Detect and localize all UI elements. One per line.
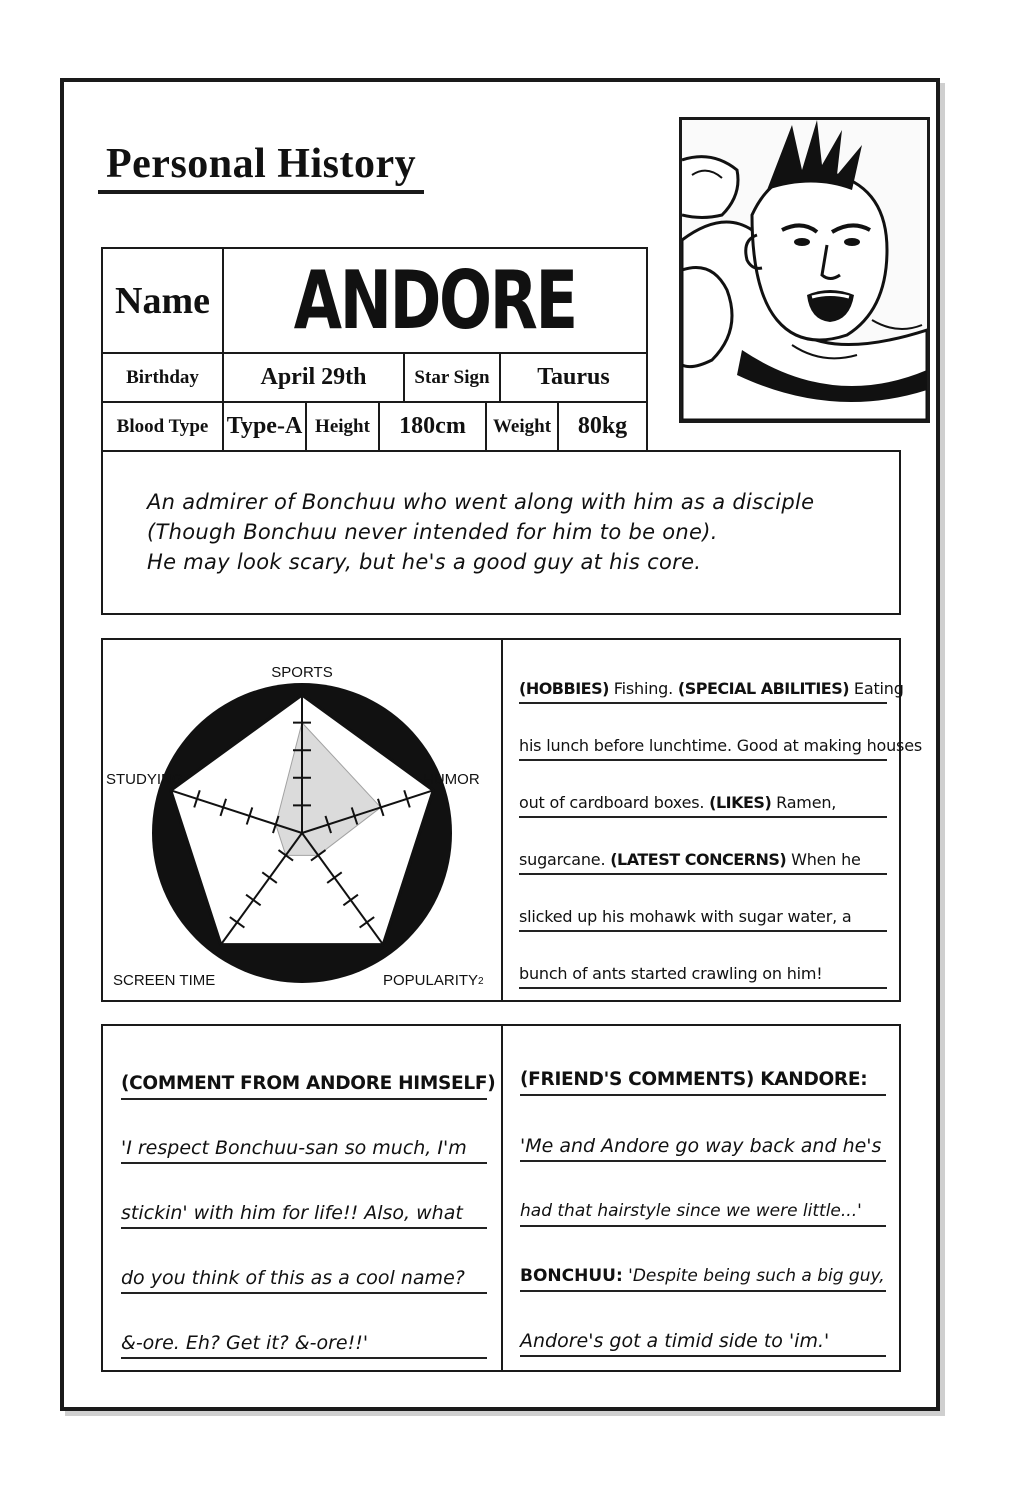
friend-comment-panel xyxy=(501,1024,901,1372)
friend-comment-heading: (FRIEND'S COMMENTS) KANDORE: xyxy=(520,1064,886,1096)
popularity-superscript: 2 xyxy=(478,976,484,987)
blood-type-label-cell xyxy=(101,401,224,452)
friend-comment-line: had that hairstyle since we were little...' xyxy=(520,1195,886,1227)
trait-category: (LIKES) xyxy=(709,793,772,812)
traits-line xyxy=(519,788,887,818)
weight-label-cell xyxy=(485,401,559,452)
radar-axis-label: SPORTS xyxy=(271,664,333,681)
trait-category: (HOBBIES) xyxy=(519,679,609,698)
traits-line xyxy=(519,902,887,932)
height-label-cell xyxy=(305,401,380,452)
radar-axis-label: HUMOR xyxy=(423,771,480,788)
self-comment-line: &-ore. Eh? Get it? &-ore!!' xyxy=(121,1327,487,1359)
portrait-drawing xyxy=(682,120,927,420)
page-title: Personal History xyxy=(106,141,417,187)
traits-line xyxy=(519,959,887,989)
trait-text: out of cardboard boxes. xyxy=(519,793,710,812)
trait-text: bunch of ants started crawling on him! xyxy=(519,964,823,983)
trait-category: (LATEST CONCERNS) xyxy=(610,850,787,869)
self-comment-line: 'I respect Bonchuu-san so much, I'm xyxy=(121,1132,487,1164)
description-line: (Though Bonchuu never intended for him to be one). xyxy=(147,520,718,544)
self-comment-line: do you think of this as a cool name? xyxy=(121,1262,487,1294)
birthday-value: April 29th xyxy=(260,364,367,390)
name-label: Name xyxy=(115,279,210,322)
radar-axis-label: SCREEN TIME xyxy=(113,972,216,989)
self-comment-heading: (COMMENT FROM ANDORE HIMSELF) xyxy=(121,1068,487,1100)
star-sign-value-cell xyxy=(499,352,648,403)
birthday-label-cell xyxy=(101,352,224,403)
self-comment-panel xyxy=(101,1024,503,1372)
height-value-cell xyxy=(378,401,487,452)
description-line: An admirer of Bonchuu who went along with him as a disciple xyxy=(147,490,815,514)
star-sign-value: Taurus xyxy=(537,364,610,390)
star-sign-label-cell xyxy=(403,352,501,403)
blood-type-value: Type-A xyxy=(226,413,303,439)
blood-type-value-cell xyxy=(222,401,307,452)
traits-panel xyxy=(501,638,922,1002)
character-name: ANDORE xyxy=(294,254,576,347)
speaker-name: BONCHUU: xyxy=(520,1266,623,1286)
friend-comment-line xyxy=(520,1260,886,1292)
self-comment-line: stickin' with him for life!! Also, what xyxy=(121,1197,487,1229)
character-portrait xyxy=(679,117,930,423)
weight-value: 80kg xyxy=(577,413,628,439)
description-box xyxy=(101,450,901,615)
name-value-cell xyxy=(222,247,648,354)
friend-comment-text: 'Despite being such a big guy, xyxy=(622,1266,885,1286)
trait-text: his lunch before lunchtime. Good at making houses xyxy=(519,736,922,755)
trait-text: sugarcane. xyxy=(519,850,611,869)
trait-text: Ramen, xyxy=(771,793,837,812)
radar-axis-label: STUDYING xyxy=(106,771,184,788)
name-label-cell xyxy=(101,247,224,354)
description-line: He may look scary, but he's a good guy at his core. xyxy=(147,550,702,574)
trait-text: Fishing. xyxy=(608,679,678,698)
friend-comment-line: 'Me and Andore go way back and he's xyxy=(520,1130,886,1162)
height-label: Height xyxy=(315,415,370,437)
traits-line xyxy=(519,731,922,761)
weight-value-cell xyxy=(557,401,648,452)
friend-comment-line: Andore's got a timid side to 'im.' xyxy=(520,1325,886,1357)
traits-line xyxy=(519,674,904,704)
birthday-value-cell xyxy=(222,352,405,403)
trait-text: slicked up his mohawk with sugar water, a xyxy=(519,907,852,926)
height-value: 180cm xyxy=(399,413,466,439)
traits-line xyxy=(519,845,887,875)
blood-type-label: Blood Type xyxy=(116,415,209,437)
stats-chart-panel xyxy=(101,638,503,1002)
title-underline xyxy=(98,190,424,194)
radar-axis-label: POPULARITY2 xyxy=(383,972,484,989)
trait-category: (SPECIAL ABILITIES) xyxy=(677,679,850,698)
radar-chart xyxy=(103,640,501,1000)
star-sign-label: Star Sign xyxy=(414,366,490,388)
trait-text: Eating xyxy=(849,679,904,698)
birthday-label: Birthday xyxy=(126,366,199,388)
weight-label: Weight xyxy=(492,415,552,437)
trait-text: When he xyxy=(786,850,861,869)
